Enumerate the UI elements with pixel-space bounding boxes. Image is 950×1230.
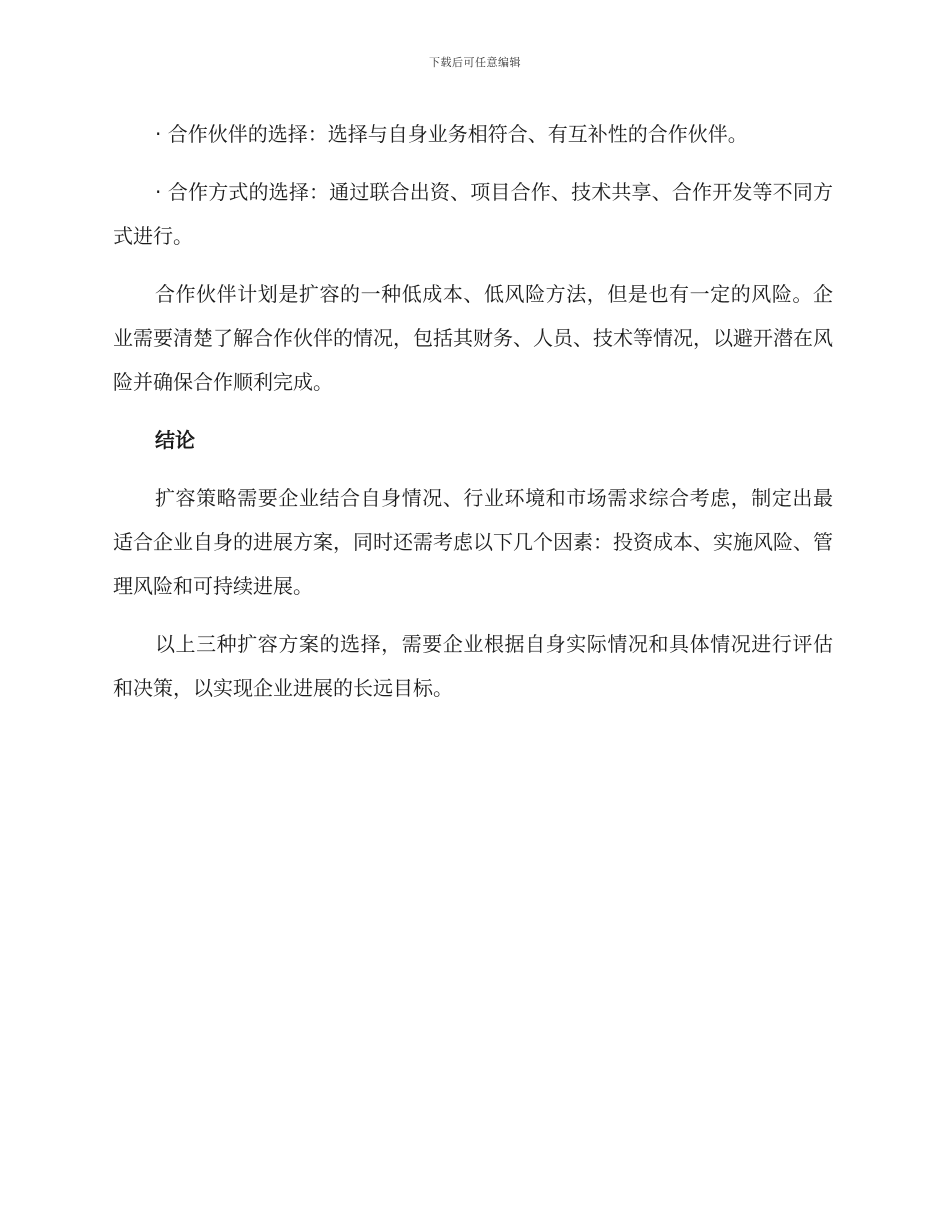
paragraph-partner-plan: 合作伙伴计划是扩容的一种低成本、低风险方法，但是也有一定的风险。企业需要清楚了解合作伙伴的情况，包括其财务、人员、技术等情况，以避开潜在风险并确保合作顺利完成。 — [113, 282, 833, 394]
section-heading-conclusion: 结论 — [155, 428, 195, 452]
paragraph-conclusion-2: 以上三种扩容方案的选择，需要企业根据自身实际情况和具体情况进行评估和决策，以实现企业进展的长远目标。 — [113, 632, 833, 700]
document-body — [113, 112, 833, 724]
page-header: 下载后可任意编辑 — [429, 56, 521, 69]
bullet-partner-selection: · 合作伙伴的选择：选择与自身业务相符合、有互补性的合作伙伴。 — [155, 122, 748, 146]
paragraph-conclusion-1: 扩容策略需要企业结合自身情况、行业环境和市场需求综合考虑，制定出最适合企业自身的进展方案，同时还需考虑以下几个因素：投资成本、实施风险、管理风险和可持续进展。 — [113, 486, 833, 598]
bullet-cooperation-method: · 合作方式的选择：通过联合出资、项目合作、技术共享、合作开发等不同方式进行。 — [113, 180, 833, 248]
